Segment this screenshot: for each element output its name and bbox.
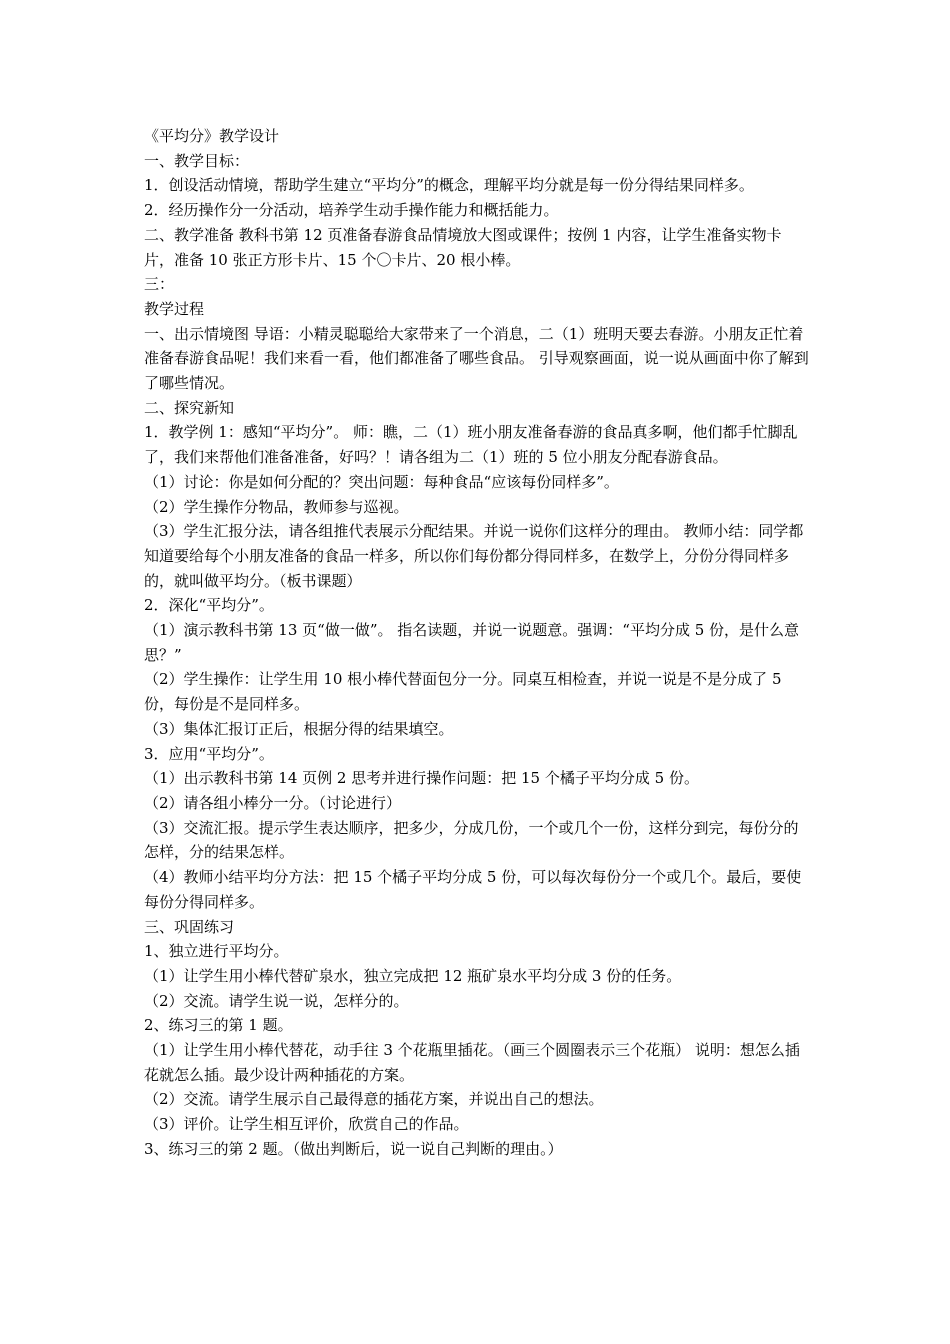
section-heading-objectives: 一、教学目标： — [144, 151, 250, 170]
paragraph: 2、练习三的第 1 题。 — [144, 1016, 293, 1035]
paragraph: 3、练习三的第 2 题。（做出判断后，说一说自己判断的理由。） — [144, 1139, 563, 1158]
paragraph: （2）请各组小棒分一分。（讨论进行） — [144, 793, 402, 812]
paragraph: （2）学生操作分物品，教师参与巡视。 — [144, 497, 409, 516]
paragraph: （3）交流汇报。提示学生表达顺序，把多少，分成几份，一个或几个一份，这样分到完，每份分的怎样，分的结果怎样。 — [144, 818, 799, 862]
document-title: 《平均分》教学设计 — [144, 127, 280, 145]
section-heading-process: 教学过程 — [144, 299, 205, 318]
paragraph: （1）让学生用小棒代替矿泉水，独立完成把 12 瓶矿泉水平均分成 3 份的任务。 — [144, 966, 682, 985]
section-heading-three: 三： — [144, 275, 175, 294]
section-heading-practice: 三、巩固练习 — [144, 917, 235, 936]
section-heading-explore: 二、探究新知 — [144, 398, 235, 417]
paragraph: （1）讨论：你是如何分配的？突出问题：每种食品“应该每份同样多”。 — [144, 472, 619, 491]
paragraph: 3．应用“平均分”。 — [144, 744, 274, 763]
paragraph: （4）教师小结平均分方法：把 15 个橘子平均分成 5 份，可以每次每份分一个或几个。最后，要使每份分得同样多。 — [144, 868, 802, 911]
paragraph: （2）学生操作：让学生用 10 根小棒代替面包分一分。同桌互相检查，并说一说是不是分成了 5 份，每份是不是同样多。 — [144, 670, 782, 714]
section-heading-preparation: 二、教学准备 教科书第 12 页准备春游食品情境放大图或课件；按例 1 内容，让学生准备实物卡片，准备 10 张正方形卡片、15 个〇卡片、20 根小棒。 — [144, 225, 782, 269]
paragraph: 2．经历操作分一分活动，培养学生动手操作能力和概括能力。 — [144, 201, 559, 220]
paragraph: 1、独立进行平均分。 — [144, 942, 289, 961]
paragraph: 一、出示情境图 导语：小精灵聪聪给大家带来了一个消息，二（1）班明天要去春游。小朋友正忙着准备春游食品呢！我们来看一看，他们都准备了哪些食品。 引导观察画面，说一说从画面中你了解到了哪些情况。 — [144, 324, 809, 393]
paragraph: （2）交流。请学生说一说，怎样分的。 — [144, 991, 409, 1010]
paragraph: 1．创设活动情境，帮助学生建立“平均分”的概念，理解平均分就是每一份分得结果同样多。 — [144, 176, 754, 195]
paragraph: （1）演示教科书第 13 页“做一做”。 指名读题，并说一说题意。强调：“平均分成 5 份，是什么意思？” — [144, 621, 800, 664]
paragraph: （3）评价。让学生相互评价，欣赏自己的作品。 — [144, 1115, 469, 1134]
paragraph: （3）集体汇报订正后，根据分得的结果填空。 — [144, 719, 454, 738]
paragraph: （2）交流。请学生展示自己最得意的插花方案，并说出自己的想法。 — [144, 1090, 604, 1109]
paragraph: （1）让学生用小棒代替花，动手往 3 个花瓶里插花。（画三个圆圈表示三个花瓶） 说明：想怎么插花就怎么插。最少设计两种插花的方案。 — [144, 1041, 800, 1084]
paragraph: 1．教学例 1：感知“平均分”。 师：瞧，二（1）班小朋友准备春游的食品真多啊，他们都手忙脚乱了，我们来帮他们准备准备，好吗？！请各组为二（1）班的 5 位小朋友分配春游食品。 — [144, 423, 798, 467]
paragraph: （3）学生汇报分法，请各组推代表展示分配结果。并说一说你们这样分的理由。 教师小结：同学都知道要给每个小朋友准备的食品一样多，所以你们每份都分得同样多，在数学上，分份分得同样多的，就叫做平均分。（板书课题） — [144, 522, 804, 590]
paragraph: 2．深化“平均分”。 — [144, 596, 274, 615]
paragraph: （1）出示教科书第 14 页例 2 思考并进行操作问题：把 15 个橘子平均分成 5 份。 — [144, 769, 699, 788]
document-body — [144, 124, 810, 1162]
